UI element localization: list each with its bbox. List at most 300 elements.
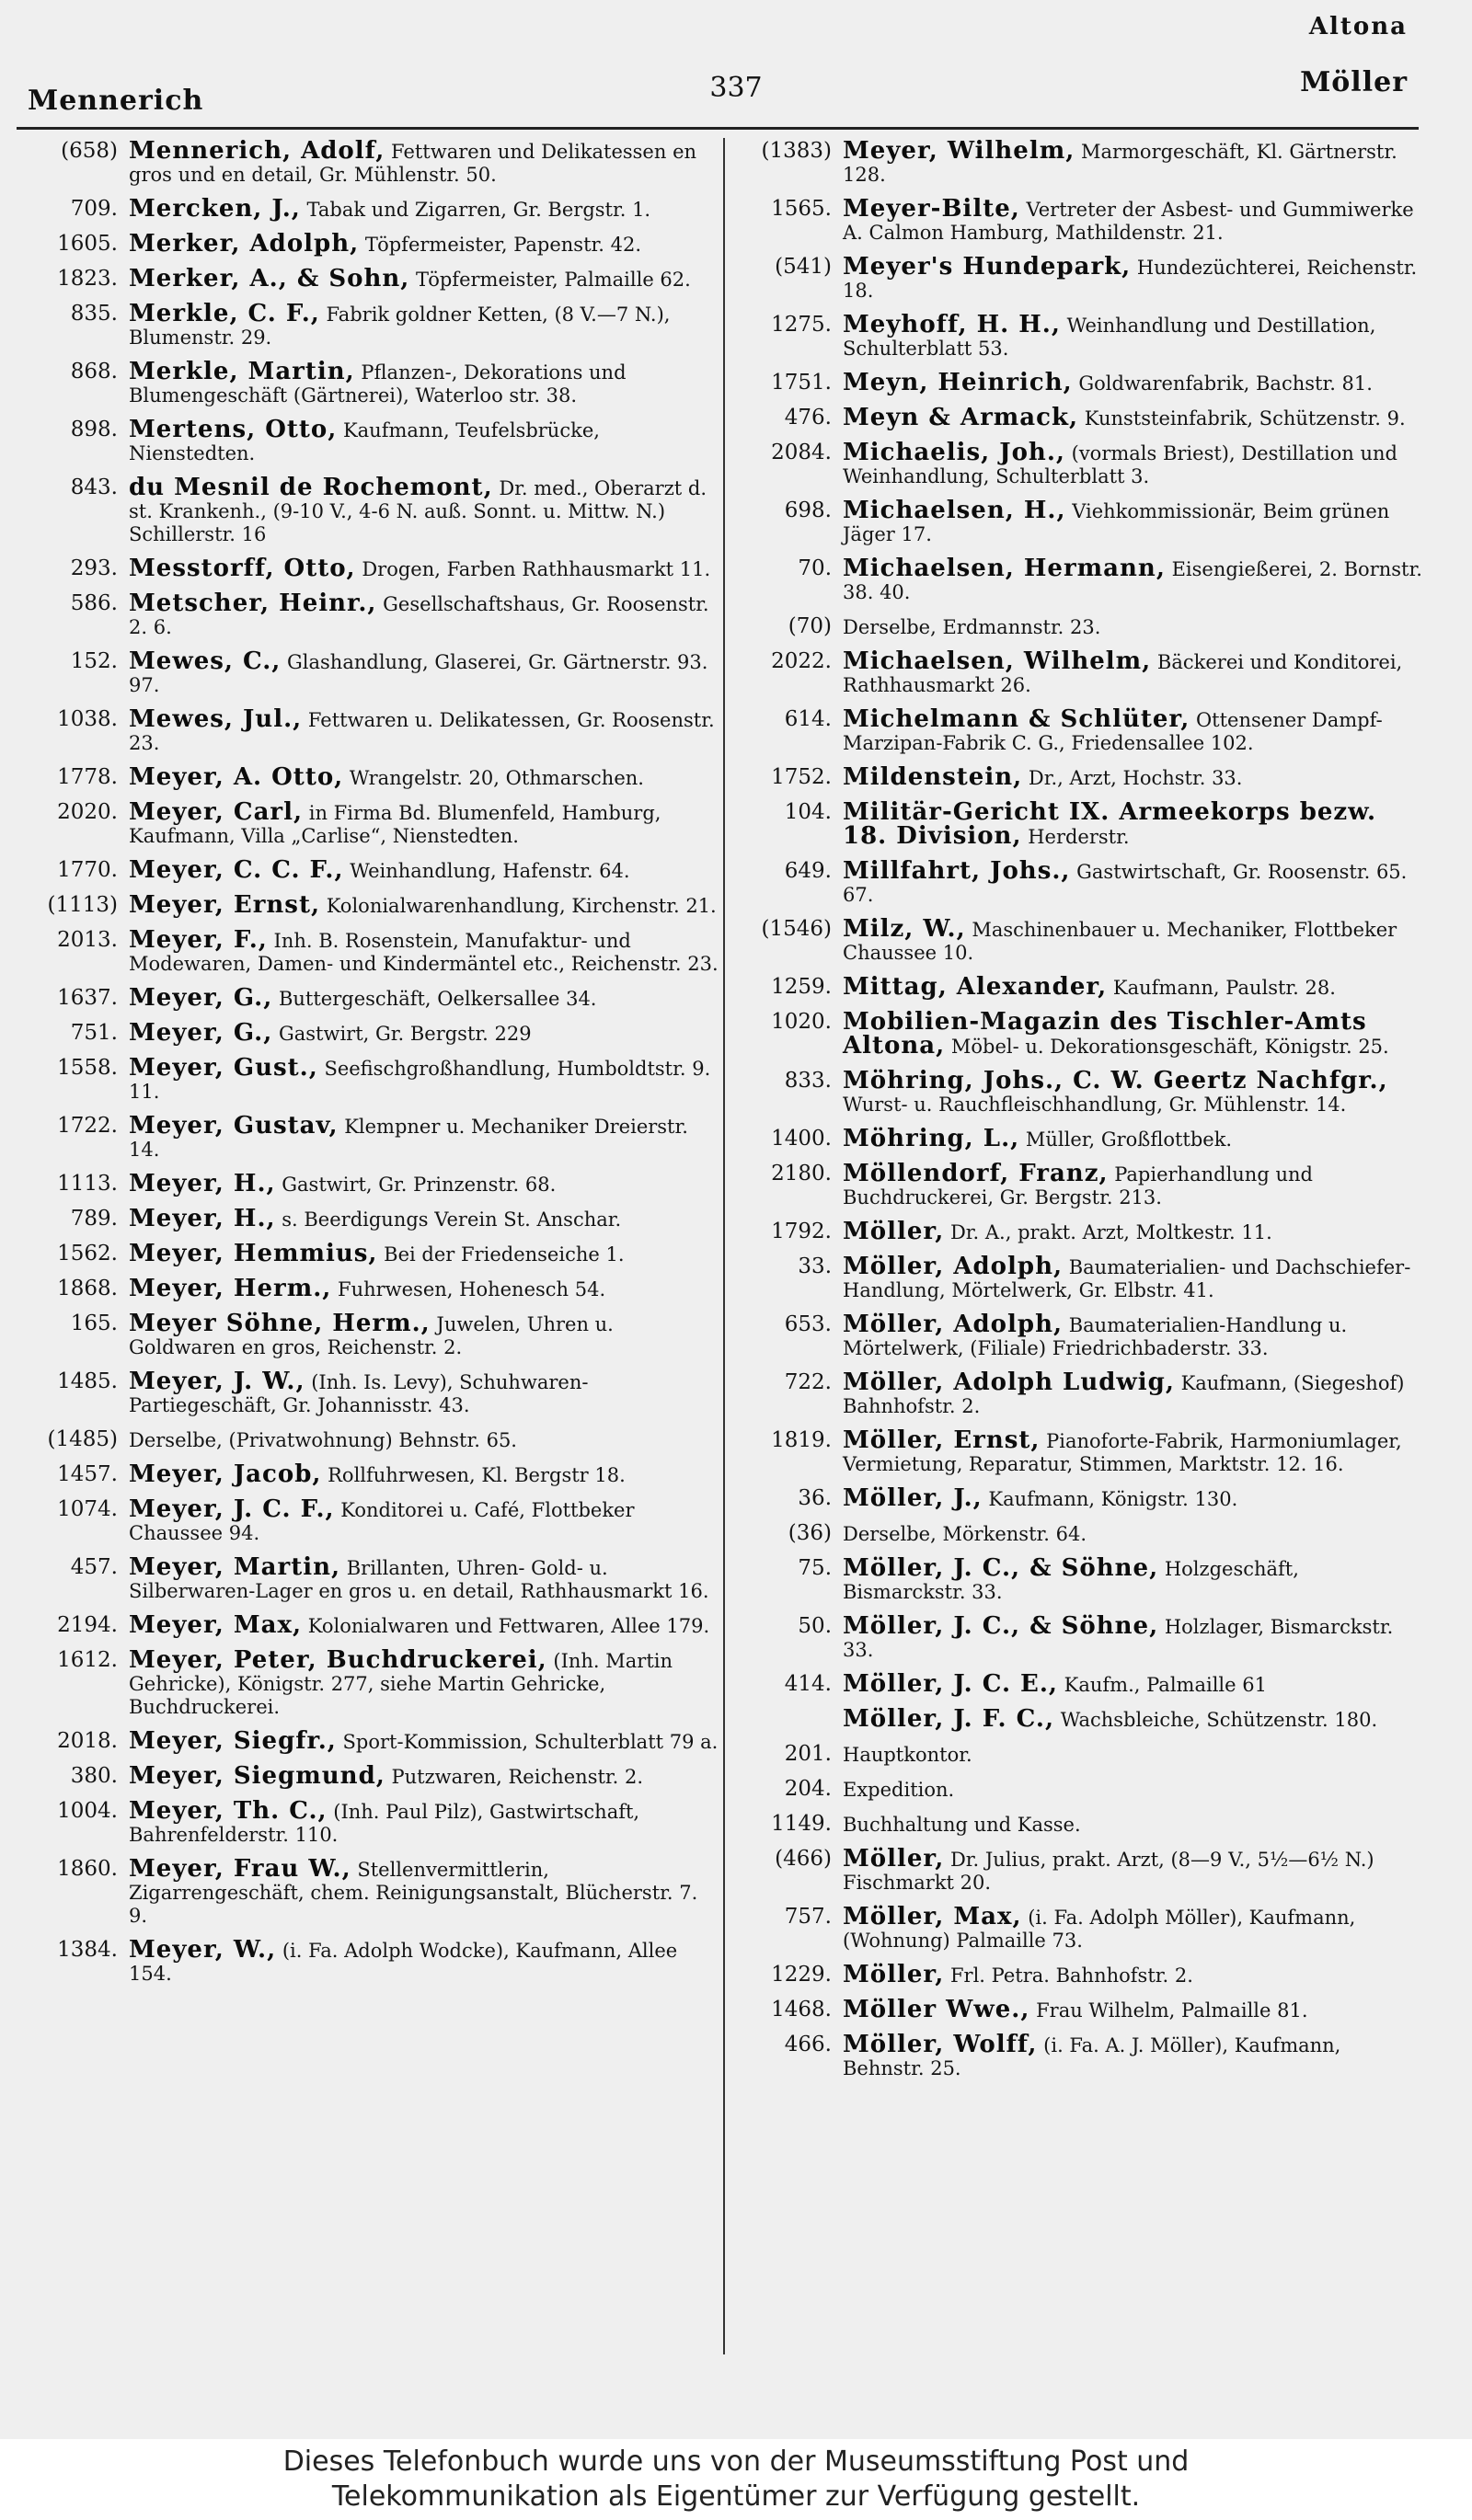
phone-number: 1751.: [771, 371, 832, 395]
entry-details: Hauptkontor.: [843, 1744, 972, 1766]
entry-details: Viehkommissionär, Beim grünen Jäger 17.: [843, 500, 1390, 545]
directory-entry: [734, 1813, 1426, 1837]
entry-details: Bäckerei und Konditorei, Rathhausmarkt 26.: [843, 651, 1403, 696]
subscriber-name: Meyer, W.,: [129, 1936, 277, 1964]
entry-details: Gesellschaftshaus, Gr. Roosenstr. 2. 6.: [129, 593, 709, 638]
entry-details: Holzlager, Bismarckstr. 33.: [843, 1616, 1394, 1661]
phone-number: 835.: [70, 302, 118, 326]
subscriber-name: Meyer, Martin,: [129, 1553, 341, 1581]
subscriber-name: Meyer, Herm.,: [129, 1275, 332, 1302]
directory-entry: [20, 418, 719, 465]
entry-details: Glashandlung, Glaserei, Gr. Gärtnerstr. 93. 97.: [129, 651, 708, 696]
entry-details: (Inh. Paul Pilz), Gastwirtschaft, Bahrenfelderstr. 110.: [129, 1801, 640, 1846]
entry-details: Bei der Friedenseiche 1.: [384, 1243, 625, 1266]
directory-entry: [734, 2033, 1426, 2080]
entry-details: Rollfuhrwesen, Kl. Bergstr 18.: [328, 1464, 626, 1486]
directory-entry: [734, 1845, 1426, 1895]
phone-number: 614.: [784, 707, 832, 731]
column-divider: [723, 138, 725, 2354]
entry-details: Seefischgroßhandlung, Humboldtstr. 9. 11.: [129, 1058, 711, 1103]
directory-entry: [20, 984, 719, 1012]
subscriber-name: Meyn & Armack,: [843, 404, 1079, 431]
entry-details: Herderstr.: [1028, 826, 1130, 848]
phone-number: 1752.: [771, 765, 832, 789]
phone-number: 1485.: [57, 1369, 118, 1393]
subscriber-name: Meyer Söhne, Herm.,: [129, 1310, 431, 1337]
subscriber-name: Meyer, J. C. F.,: [129, 1495, 335, 1523]
directory-entry: [734, 1371, 1426, 1418]
phone-number: 165.: [70, 1312, 118, 1335]
entry-details: Derselbe, Erdmannstr. 23.: [843, 616, 1101, 638]
phone-number: 457.: [70, 1555, 118, 1579]
footer-line-2: Telekommunikation als Eigentümer zur Verfügung gestellt.: [331, 2480, 1141, 2513]
phone-number: (1546): [761, 917, 832, 941]
phone-number: 2013.: [57, 928, 118, 952]
subscriber-name: Michaelsen, H.,: [843, 497, 1066, 524]
subscriber-name: Möhring, Johs., C. W. Geertz Nachfgr.,: [843, 1067, 1388, 1094]
subscriber-name: Mercken, J.,: [129, 195, 301, 223]
subscriber-name: Meyer, Max,: [129, 1611, 303, 1639]
directory-entry: [734, 705, 1426, 755]
entry-details: Pflanzen-, Dekorations und Blumengeschäft (Gärtnerei), Waterloo str. 38.: [129, 361, 627, 407]
entry-details: Wachsbleiche, Schützenstr. 180.: [1060, 1709, 1378, 1731]
subscriber-name: Meyer, G.,: [129, 1019, 273, 1047]
subscriber-name: Meyer, F.,: [129, 926, 268, 954]
entry-details: Frl. Petra. Bahnhofstr. 2.: [949, 1964, 1193, 1987]
directory-entry: [20, 1277, 719, 1301]
phone-number: (541): [775, 255, 832, 279]
entry-details: Ottensener Dampf-Marzipan-Fabrik C. G., Friedensallee 102.: [843, 709, 1383, 754]
phone-number: 1637.: [57, 986, 118, 1010]
entry-details: Baumaterialien- und Dachschiefer-Handlung, Mörtelwerk, Gr. Elbstr. 41.: [843, 1256, 1411, 1301]
directory-entry: [20, 1646, 719, 1719]
directory-entry: [734, 1426, 1426, 1476]
entry-details: Weinhandlung und Destillation, Schulterblatt 53.: [843, 315, 1376, 360]
phone-number: 649.: [784, 859, 832, 883]
directory-entry: [734, 140, 1426, 187]
phone-number: 709.: [70, 197, 118, 221]
header-city: Altona: [1308, 13, 1408, 40]
entry-details: Marmorgeschäft, Kl. Gärtnerstr. 128.: [843, 141, 1397, 186]
subscriber-name: Meyhoff, H. H.,: [843, 311, 1061, 338]
subscriber-name: Möller,: [843, 1845, 945, 1873]
subscriber-name: Mertens, Otto,: [129, 416, 338, 443]
subscriber-name: Merkle, Martin,: [129, 358, 355, 385]
phone-number: 843.: [70, 475, 118, 499]
phone-number: 1562.: [57, 1242, 118, 1266]
directory-entry: [734, 404, 1426, 431]
entry-details: Kolonialwaren und Fettwaren, Allee 179.: [307, 1615, 710, 1637]
subscriber-name: Möller, J. F. C.,: [843, 1705, 1055, 1733]
phone-number: 1457.: [57, 1462, 118, 1486]
directory-entry: [734, 1743, 1426, 1767]
entry-details: Dr. med., Oberarzt d. st. Krankenh., (9-10 V., 4-6 N. auß. Sonnt. u. Mittw. N.) Schillerstr. 16: [129, 477, 707, 545]
entry-details: Brillanten, Uhren- Gold- u. Silberwaren-Lager en gros u. en detail, Rathhausmarkt 16.: [129, 1557, 709, 1602]
phone-number: 1259.: [771, 975, 832, 999]
directory-entry: [734, 1255, 1426, 1302]
entry-details: Inh. B. Rosenstein, Manufaktur- und Modewaren, Damen- und Kindermäntel etc., Reichenstr. 23.: [129, 930, 719, 975]
directory-entry: [20, 1553, 719, 1603]
entry-details: (i. Fa. Adolph Wodcke), Kaufmann, Allee 154.: [129, 1940, 678, 1985]
subscriber-name: Möllendorf, Franz,: [843, 1160, 1109, 1187]
phone-number: 833.: [784, 1069, 832, 1093]
directory-entry: [734, 915, 1426, 965]
entry-details: Kolonialwarenhandlung, Kirchenstr. 21.: [326, 895, 717, 917]
subscriber-name: Möller, Max,: [843, 1903, 1022, 1930]
header-rule: [17, 127, 1419, 130]
subscriber-name: Meyer, Frau W.,: [129, 1855, 351, 1883]
subscriber-name: Meyer, Wilhelm,: [843, 140, 1075, 165]
directory-entry: [20, 647, 719, 697]
right-column: [734, 140, 1426, 2365]
subscriber-name: Möller, Adolph,: [843, 1253, 1064, 1280]
subscriber-name: Merker, Adolph,: [129, 230, 360, 258]
phone-number: 466.: [784, 2033, 832, 2056]
directory-entry: [20, 856, 719, 884]
directory-entry: [20, 140, 719, 187]
directory-entry: [20, 230, 719, 258]
subscriber-name: Meyer, H.,: [129, 1205, 276, 1232]
entry-details: Wurst- u. Rauchfleischhandlung, Gr. Mühlenstr. 14.: [843, 1094, 1347, 1116]
directory-entry: [20, 1727, 719, 1755]
subscriber-name: Möller, Adolph Ludwig,: [843, 1369, 1175, 1396]
phone-number: 476.: [784, 406, 832, 430]
directory-entry: [20, 195, 719, 223]
phone-number: 653.: [784, 1312, 832, 1336]
phone-number: 1860.: [57, 1857, 118, 1881]
phone-number: 2018.: [57, 1729, 118, 1753]
entry-details: Fuhrwesen, Hohenesch 54.: [338, 1278, 606, 1300]
subscriber-name: du Mesnil de Rochemont,: [129, 474, 493, 501]
subscriber-name: Meyn, Heinrich,: [843, 369, 1073, 396]
entry-details: Pianoforte-Fabrik, Harmoniumlager, Vermietung, Reparatur, Stimmen, Marktstr. 12. 16.: [843, 1430, 1402, 1475]
entry-details: Drogen, Farben Rathhausmarkt 11.: [362, 558, 711, 580]
entry-details: Fabrik goldner Ketten, (8 V.—7 N.), Blumenstr. 29.: [129, 304, 671, 349]
subscriber-name: Meyer, Th. C.,: [129, 1797, 328, 1825]
entry-details: (vormals Briest), Destillation und Weinhandlung, Schulterblatt 3.: [843, 442, 1397, 487]
entry-details: s. Beerdigungs Verein St. Anschar.: [282, 1208, 622, 1231]
entry-details: Kaufmann, Paulstr. 28.: [1112, 977, 1336, 999]
phone-number: 1229.: [771, 1963, 832, 1987]
directory-entry: [734, 857, 1426, 907]
subscriber-name: Möller, Wolff,: [843, 2031, 1038, 2058]
directory-entry: [20, 1312, 719, 1359]
entry-details: Kaufmann, Königstr. 130.: [988, 1488, 1238, 1510]
phone-number: 33.: [798, 1254, 832, 1278]
directory-entry: [20, 1936, 719, 1986]
phone-number: 414.: [784, 1672, 832, 1696]
entry-details: Maschinenbauer u. Mechaniker, Flottbeker Chaussee 10.: [843, 919, 1397, 964]
phone-number: (1485): [47, 1427, 118, 1451]
directory-entry: [20, 1205, 719, 1232]
subscriber-name: Meyer, J. W.,: [129, 1368, 305, 1395]
phone-number: 1400.: [771, 1127, 832, 1151]
entry-details: Möbel- u. Dekorationsgeschäft, Königstr. 25.: [950, 1036, 1389, 1058]
entry-details: Putzwaren, Reichenstr. 2.: [391, 1766, 644, 1788]
phone-number: 586.: [70, 591, 118, 615]
phone-number: 698.: [784, 498, 832, 522]
directory-entry: [20, 1797, 719, 1847]
phone-number: 868.: [70, 360, 118, 384]
entry-details: (Inh. Is. Levy), Schuhwaren-Partiegeschäft, Gr. Johannisstr. 43.: [129, 1371, 589, 1416]
directory-entry: [20, 265, 719, 292]
phone-number: 2084.: [771, 441, 832, 464]
entry-details: Expedition.: [843, 1779, 955, 1801]
subscriber-name: Michaelis, Joh.,: [843, 439, 1065, 466]
subscriber-name: Merker, A., & Sohn,: [129, 265, 410, 292]
entry-details: in Firma Bd. Blumenfeld, Hamburg, Kaufmann, Villa „Carlise“, Nienstedten.: [129, 802, 661, 847]
phone-number: (1113): [47, 893, 118, 917]
phone-number: 50.: [798, 1614, 832, 1638]
phone-number: 293.: [70, 556, 118, 580]
entry-details: Goldwarenfabrik, Bachstr. 81.: [1078, 372, 1373, 395]
directory-entry: [20, 926, 719, 976]
phone-number: 36.: [798, 1486, 832, 1510]
entry-details: (i. Fa. Adolph Möller), Kaufmann, (Wohnung) Palmaille 73.: [843, 1907, 1356, 1952]
phone-number: 1819.: [771, 1428, 832, 1452]
phone-number: (70): [788, 614, 832, 638]
directory-entry: [20, 358, 719, 407]
directory-entry: [734, 1670, 1426, 1698]
directory-entry: [734, 369, 1426, 396]
phone-number: 1868.: [57, 1277, 118, 1300]
entry-details: Kaufmann, (Siegeshof) Bahnhofstr. 2.: [843, 1372, 1405, 1417]
entry-details: Gastwirt, Gr. Bergstr. 229: [278, 1023, 532, 1045]
entry-details: Papierhandlung und Buchdruckerei, Gr. Bergstr. 213.: [843, 1163, 1313, 1208]
entry-details: Baumaterialien-Handlung u. Mörtelwerk, (Filiale) Friedrichbaderstr. 33.: [843, 1314, 1348, 1359]
phone-number: (1383): [761, 140, 832, 163]
subscriber-name: Mobilien-Magazin des Tischler-Amts Altona,: [843, 1008, 1367, 1060]
phone-number: 201.: [784, 1742, 832, 1766]
directory-entry: [734, 1008, 1426, 1060]
entry-details: Derselbe, (Privatwohnung) Behnstr. 65.: [129, 1429, 517, 1451]
phone-number: 1612.: [57, 1648, 118, 1672]
directory-entry: [20, 476, 719, 546]
subscriber-name: Michaelsen, Wilhelm,: [843, 647, 1152, 675]
phone-number: 1113.: [57, 1172, 118, 1196]
phone-number: 1468.: [771, 1998, 832, 2022]
subscriber-name: Möller,: [843, 1961, 945, 1988]
phone-number: 1004.: [57, 1799, 118, 1823]
subscriber-name: Meyer, Gust.,: [129, 1054, 318, 1082]
directory-entry: [734, 1484, 1426, 1512]
phone-number: 1722.: [57, 1114, 118, 1138]
phone-number: 722.: [784, 1370, 832, 1394]
directory-entry: [734, 253, 1426, 303]
subscriber-name: Mennerich, Adolf,: [129, 140, 385, 165]
directory-entry: [20, 1762, 719, 1790]
page-number: 337: [709, 72, 763, 104]
entry-details: Gastwirtschaft, Gr. Roosenstr. 65. 67.: [843, 861, 1408, 906]
entry-details: Vertreter der Asbest- und Gummiwerke A. Calmon Hamburg, Mathildenstr. 21.: [843, 199, 1414, 244]
entry-details: Fettwaren und Delikatessen en gros und en detail, Gr. Mühlenstr. 50.: [129, 141, 697, 186]
entry-details: Töpfermeister, Papenstr. 42.: [364, 234, 641, 256]
directory-entry: [20, 763, 719, 791]
phone-number: 104.: [784, 800, 832, 824]
directory-entry: [734, 441, 1426, 488]
directory-entry: [734, 798, 1426, 850]
directory-entry: [20, 1054, 719, 1104]
directory-entry: [20, 557, 719, 581]
directory-entry: [734, 615, 1426, 639]
subscriber-name: Meyer-Bilte,: [843, 195, 1020, 223]
directory-entry: [734, 763, 1426, 791]
subscriber-name: Möller, J. C., & Söhne,: [843, 1612, 1159, 1640]
phone-number: 789.: [70, 1207, 118, 1231]
directory-entry: [734, 1554, 1426, 1604]
subscriber-name: Michelmann & Schlüter,: [843, 705, 1190, 733]
subscriber-name: Meyer, Peter, Buchdruckerei,: [129, 1646, 547, 1674]
subscriber-name: Meyer, Carl,: [129, 798, 304, 826]
entry-details: Tabak und Zigarren, Gr. Bergstr. 1.: [306, 199, 651, 221]
entry-details: Kaufm., Palmaille 61: [1064, 1674, 1267, 1696]
phone-number: 2194.: [57, 1613, 118, 1637]
subscriber-name: Mildenstein,: [843, 763, 1023, 791]
directory-entry: [734, 1313, 1426, 1360]
entry-details: Buchhaltung und Kasse.: [843, 1814, 1081, 1836]
subscriber-name: Möller, J. C., & Söhne,: [843, 1554, 1159, 1582]
entry-details: Klempner u. Mechaniker Dreierstr. 14.: [129, 1116, 688, 1161]
entry-details: Dr., Arzt, Hochstr. 33.: [1028, 767, 1243, 789]
directory-entry: [734, 195, 1426, 245]
directory-entry: [734, 311, 1426, 361]
directory-entry: [734, 499, 1426, 546]
directory-entry: [734, 1220, 1426, 1244]
phone-number: 1605.: [57, 232, 118, 256]
subscriber-name: Möller, Ernst,: [843, 1426, 1041, 1454]
phone-number: 380.: [70, 1764, 118, 1788]
directory-entry: [734, 1705, 1426, 1733]
entry-details: Weinhandlung, Hafenstr. 64.: [350, 860, 630, 882]
phone-number: 1020.: [771, 1010, 832, 1034]
entry-details: (Inh. Martin Gehricke), Königstr. 277, siehe Martin Gehricke, Buchdruckerei.: [129, 1650, 673, 1718]
subscriber-name: Meyer, Jacob,: [129, 1460, 322, 1488]
entry-details: Dr. Julius, prakt. Arzt, (8—9 V., 5½—6½ N.) Fischmarkt 20.: [843, 1849, 1374, 1894]
entry-details: Gastwirt, Gr. Prinzenstr. 68.: [282, 1174, 557, 1196]
phone-number: 1792.: [771, 1220, 832, 1243]
directory-entry: [20, 1495, 719, 1545]
entry-details: Hundezüchterei, Reichenstr. 18.: [843, 257, 1418, 302]
header-right-keyword: Möller: [1300, 66, 1408, 98]
subscriber-name: Meyer, Hemmius,: [129, 1240, 378, 1267]
phone-number: 204.: [784, 1777, 832, 1801]
phone-number: 1558.: [57, 1056, 118, 1080]
subscriber-name: Meyer, C. C. F.,: [129, 856, 344, 884]
subscriber-name: Möller, Adolph,: [843, 1311, 1064, 1338]
phone-number: 70.: [798, 556, 832, 580]
phone-number: 898.: [70, 418, 118, 441]
subscriber-name: Milz, W.,: [843, 915, 966, 943]
directory-entry: [20, 1428, 719, 1452]
directory-entry: [20, 1460, 719, 1488]
directory-entry: [20, 798, 719, 848]
subscriber-name: Millfahrt, Johs.,: [843, 857, 1071, 885]
footer-line-1: Dieses Telefonbuch wurde uns von der Museumsstiftung Post und: [282, 2446, 1190, 2478]
phone-number: 2022.: [771, 649, 832, 673]
subscriber-name: Mittag, Alexander,: [843, 973, 1108, 1001]
entry-details: Stellenvermittlerin, Zigarrengeschäft, chem. Reinigungsanstalt, Blücherstr. 7. 9.: [129, 1859, 698, 1927]
attribution-footer: [0, 2439, 1472, 2520]
subscriber-name: Meyer, G.,: [129, 984, 273, 1012]
directory-entry: [734, 1160, 1426, 1209]
subscriber-name: Messtorff, Otto,: [129, 555, 356, 582]
directory-entry: [20, 1611, 719, 1639]
entry-details: Sport-Kommission, Schulterblatt 79 a.: [342, 1731, 719, 1753]
subscriber-name: Militär-Gericht IX. Armeekorps bezw. 18. Division,: [843, 798, 1377, 850]
phone-number: 2020.: [57, 800, 118, 824]
subscriber-name: Meyer, H.,: [129, 1170, 276, 1197]
entry-details: Buttergeschäft, Oelkersallee 34.: [278, 988, 597, 1010]
directory-entry: [20, 592, 719, 639]
subscriber-name: Merkle, C. F.,: [129, 300, 320, 327]
subscriber-name: Möhring, L.,: [843, 1125, 1020, 1152]
subscriber-name: Meyer, Gustav,: [129, 1112, 339, 1140]
subscriber-name: Meyer, A. Otto,: [129, 763, 344, 791]
phone-number: 1823.: [57, 267, 118, 291]
directory-entry: [734, 973, 1426, 1001]
directory-entry: [734, 557, 1426, 604]
directory-entry: [734, 1067, 1426, 1117]
directory-entry: [20, 891, 719, 919]
entry-details: Kaufmann, Teufelsbrücke, Nienstedten.: [129, 419, 600, 464]
directory-entry: [20, 1240, 719, 1267]
directory-entry: [20, 1855, 719, 1928]
phone-number: 757.: [784, 1905, 832, 1929]
phone-number: 2180.: [771, 1162, 832, 1186]
directory-entry: [20, 705, 719, 755]
directory-entry: [734, 1612, 1426, 1662]
entry-details: Fettwaren u. Delikatessen, Gr. Roosenstr. 23.: [129, 709, 715, 754]
subscriber-name: Möller,: [843, 1218, 945, 1245]
phone-number: (36): [788, 1521, 832, 1545]
subscriber-name: Mewes, Jul.,: [129, 705, 303, 733]
directory-entry: [734, 1996, 1426, 2023]
phone-number: 1565.: [771, 197, 832, 221]
subscriber-name: Möller Wwe.,: [843, 1996, 1030, 2023]
directory-entry: [734, 1125, 1426, 1152]
directory-entry: [20, 300, 719, 349]
directory-entry: [734, 1778, 1426, 1802]
subscriber-name: Meyer, Siegmund,: [129, 1762, 385, 1790]
entry-details: Derselbe, Mörkenstr. 64.: [843, 1523, 1087, 1545]
entry-details: Wrangelstr. 20, Othmarschen.: [349, 767, 644, 789]
directory-entry: [734, 1903, 1426, 1953]
phone-number: (658): [61, 140, 118, 163]
phone-number: 1038.: [57, 707, 118, 731]
header-left-keyword: Mennerich: [28, 85, 204, 117]
phone-number: 1778.: [57, 765, 118, 789]
phone-number: (466): [775, 1847, 832, 1871]
subscriber-name: Michaelsen, Hermann,: [843, 555, 1166, 582]
subscriber-name: Möller, J.,: [843, 1484, 983, 1512]
entry-details: Müller, Großflottbek.: [1025, 1128, 1233, 1151]
left-column: [20, 140, 719, 2365]
directory-entry: [20, 1370, 719, 1417]
subscriber-name: Meyer, Siegfr.,: [129, 1727, 337, 1755]
entry-details: Kunststeinfabrik, Schützenstr. 9.: [1084, 407, 1406, 430]
entry-details: Holzgeschäft, Bismarckstr. 33.: [843, 1558, 1299, 1603]
directory-entry: [20, 1019, 719, 1047]
phone-number: 1384.: [57, 1938, 118, 1962]
entry-details: (i. Fa. A. J. Möller), Kaufmann, Behnstr. 25.: [843, 2034, 1341, 2079]
directory-entry: [734, 1522, 1426, 1546]
subscriber-name: Metscher, Heinr.,: [129, 590, 377, 617]
phone-number: 1275.: [771, 313, 832, 337]
subscriber-name: Meyer's Hundepark,: [843, 253, 1132, 281]
phone-number: 751.: [70, 1021, 118, 1045]
phone-number: 1770.: [57, 858, 118, 882]
directory-entry: [20, 1112, 719, 1162]
